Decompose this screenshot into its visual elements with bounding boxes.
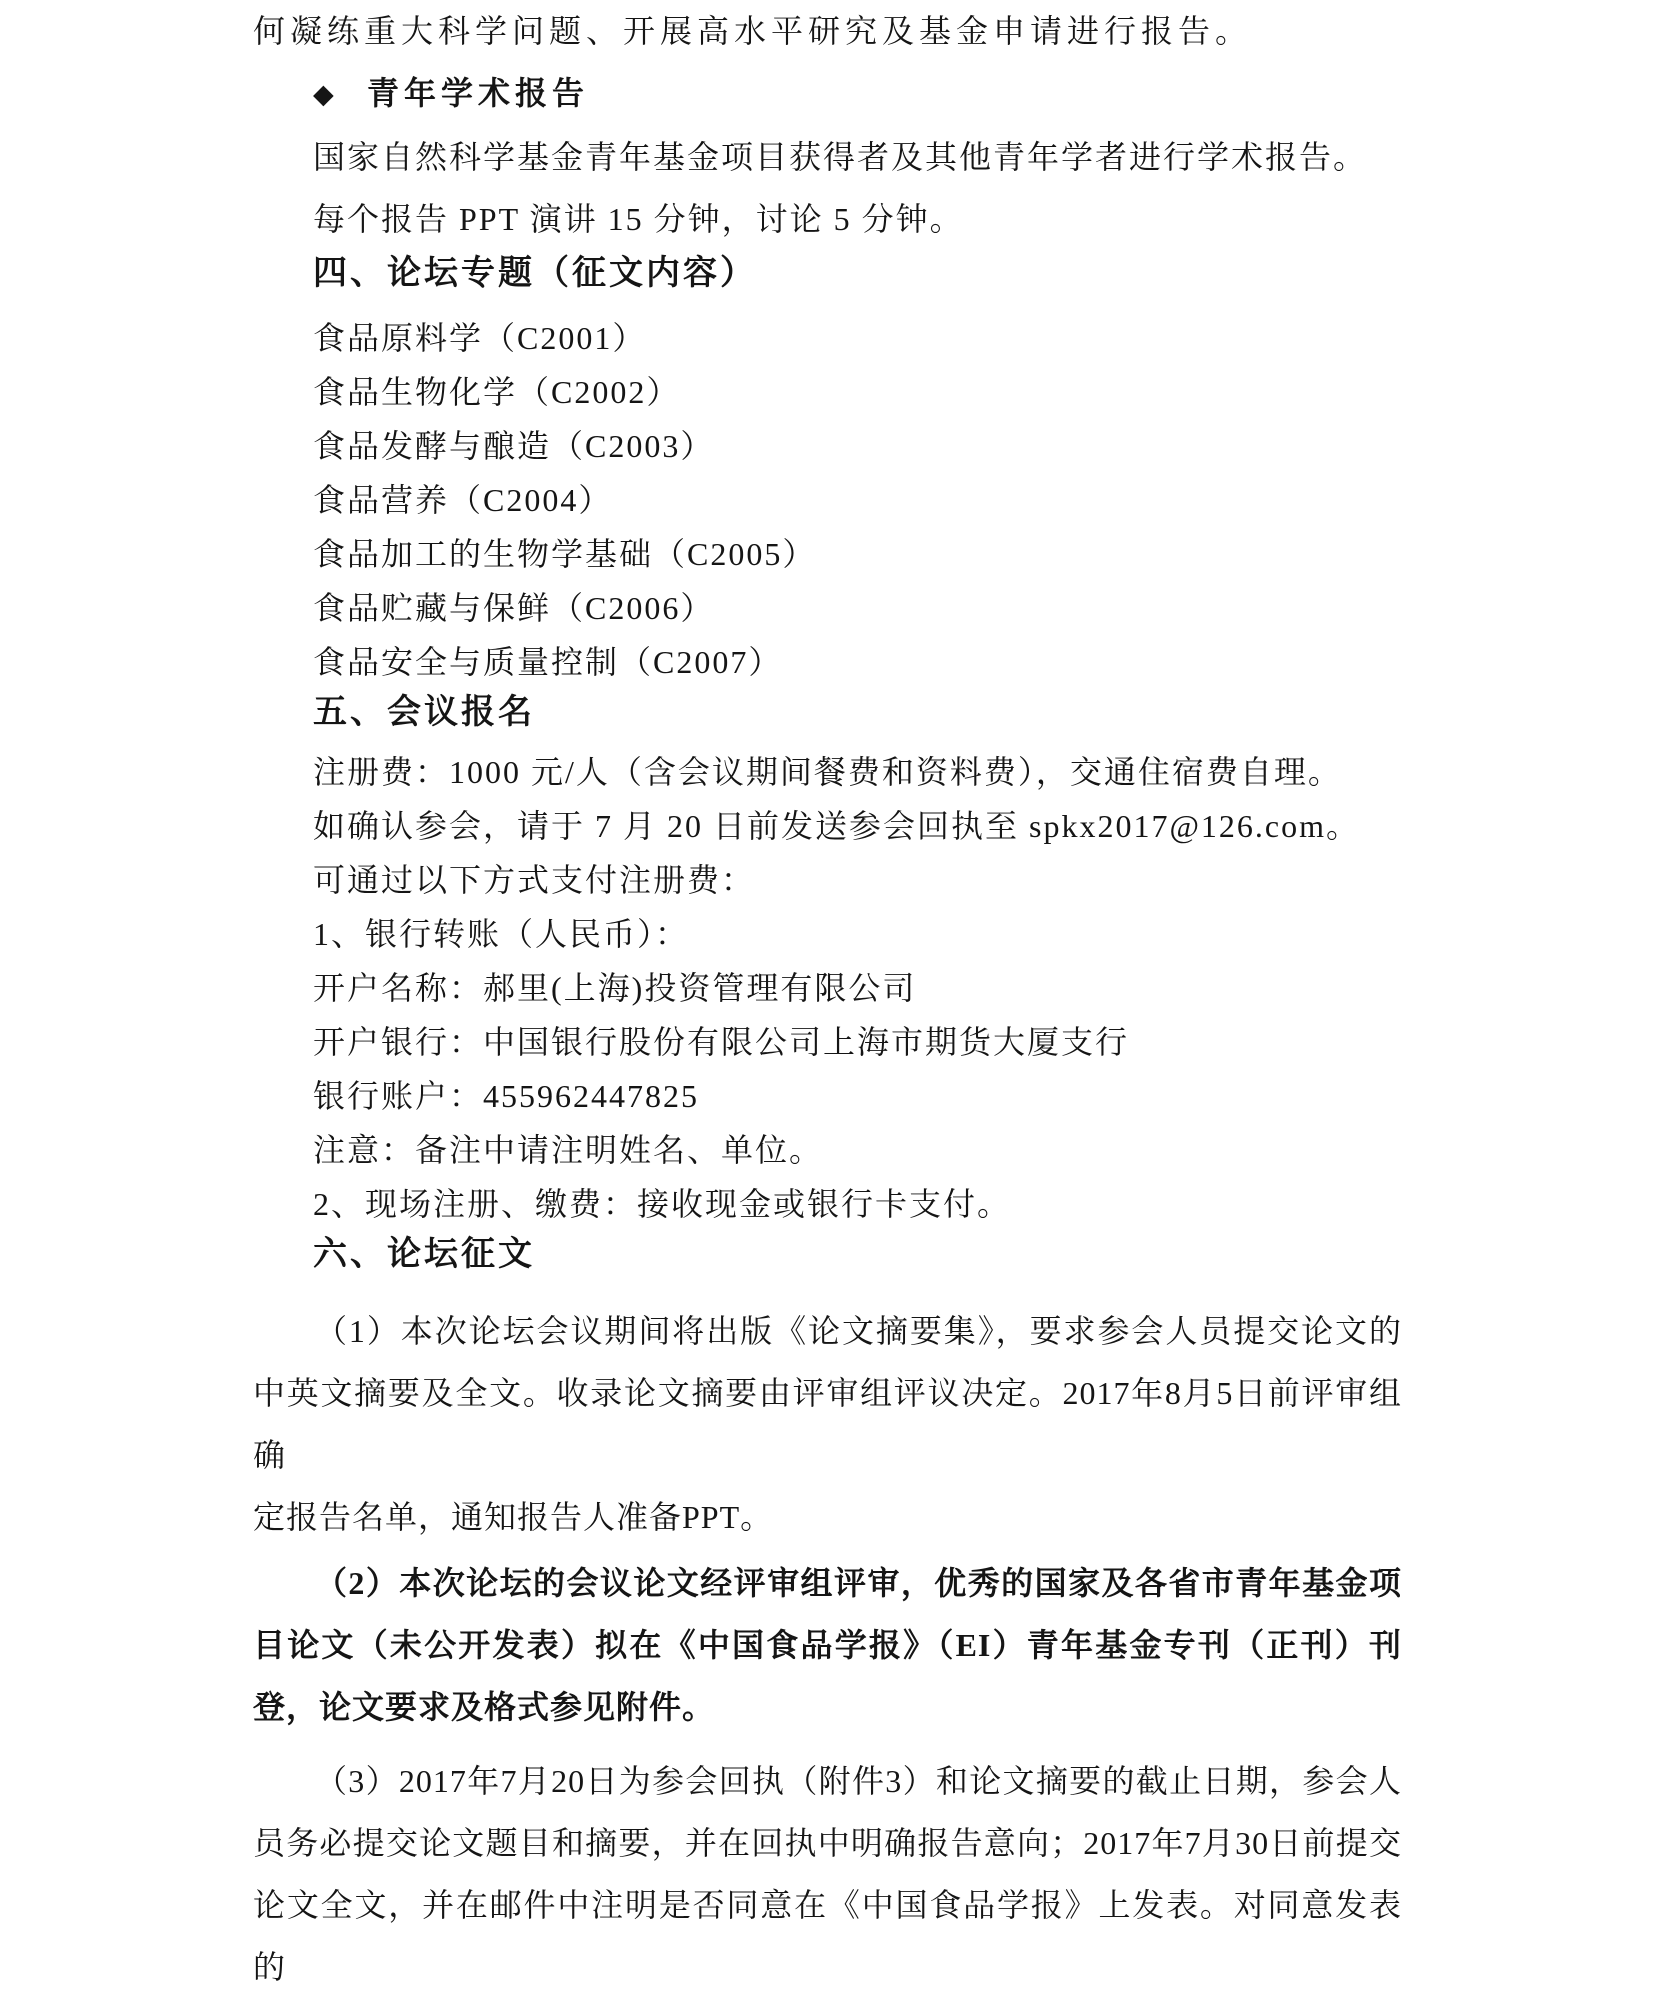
paragraph-line: （3）2017年7月20日为参会回执（附件3）和论文摘要的截止日期，参会人	[315, 1763, 1402, 1799]
topic-item: 食品营养（C2004）	[313, 482, 613, 518]
section-heading-registration: 五、会议报名	[313, 693, 535, 731]
registration-line: 如确认参会，请于 7 月 20 日前发送参会回执至 spkx2017@126.com。	[313, 808, 1361, 844]
youth-report-body-line: 国家自然科学基金青年基金项目获得者及其他青年学者进行学术报告。	[313, 139, 1368, 175]
section-heading-papers: 六、论坛征文	[313, 1235, 535, 1273]
registration-line: 可通过以下方式支付注册费：	[313, 862, 756, 898]
registration-line: 注册费：1000 元/人（含会议期间餐费和资料费），交通住宿费自理。	[313, 754, 1342, 790]
topic-item: 食品发酵与酿造（C2003）	[313, 428, 715, 464]
section-heading-topics: 四、论坛专题（征文内容）	[313, 254, 757, 292]
topic-item: 食品原料学（C2001）	[313, 320, 647, 356]
paragraph-line: 员务必提交论文题目和摘要，并在回执中明确报告意向；2017年7月30日前提交	[253, 1825, 1402, 1861]
youth-report-bullet-item	[253, 62, 1402, 126]
registration-line: 开户名称：郝里(上海)投资管理有限公司	[313, 970, 917, 1006]
registration-line: 银行账户：455962447825	[313, 1078, 700, 1114]
registration-line: 开户银行：中国银行股份有限公司上海市期货大厦支行	[313, 1024, 1130, 1060]
youth-report-body-line: 每个报告 PPT 演讲 15 分钟，讨论 5 分钟。	[313, 201, 964, 237]
paper-paragraph-3	[253, 1750, 1402, 1998]
topic-item: 食品贮藏与保鲜（C2006）	[313, 590, 715, 626]
registration-line: 注意：备注中请注明姓名、单位。	[313, 1132, 824, 1168]
intro-continuation-line: 何凝练重大科学问题、开展高水平研究及基金申请进行报告。	[253, 13, 1253, 49]
paper-paragraph-2-bold	[253, 1552, 1402, 1738]
paragraph-line: 登，论文要求及格式参见附件。	[253, 1689, 716, 1725]
topic-item: 食品加工的生物学基础（C2005）	[313, 536, 817, 572]
diamond-bullet-icon: ◆	[313, 79, 334, 110]
paper-paragraph-1	[253, 1300, 1402, 1548]
paragraph-line: 中英文摘要及全文。收录论文摘要由评审组评议决定。2017年8月5日前评审组确	[253, 1375, 1402, 1473]
youth-report-title: 青年学术报告	[367, 75, 590, 111]
topic-item: 食品生物化学（C2002）	[313, 374, 681, 410]
paragraph-line: 论文全文，并在邮件中注明是否同意在《中国食品学报》上发表。对同意发表的	[253, 1887, 1402, 1985]
registration-list	[253, 745, 1402, 1231]
document-text-block	[253, 0, 1402, 1998]
paragraph-line: （1）本次论坛会议期间将出版《论文摘要集》，要求参会人员提交论文的	[315, 1313, 1402, 1349]
paragraph-line: 定报告名单，通知报告人准备PPT。	[253, 1499, 774, 1535]
paragraph-line: （2）本次论坛的会议论文经评审组评审，优秀的国家及各省市青年基金项	[315, 1565, 1402, 1601]
topic-list	[253, 311, 1402, 689]
paragraph-line: 目论文（未公开发表）拟在《中国食品学报》（EI）青年基金专刊（正刊）刊	[253, 1627, 1402, 1663]
registration-line: 1、银行转账（人民币）：	[313, 916, 690, 952]
topic-item: 食品安全与质量控制（C2007）	[313, 644, 783, 680]
registration-line: 2、现场注册、缴费：接收现金或银行卡支付。	[313, 1186, 1012, 1222]
